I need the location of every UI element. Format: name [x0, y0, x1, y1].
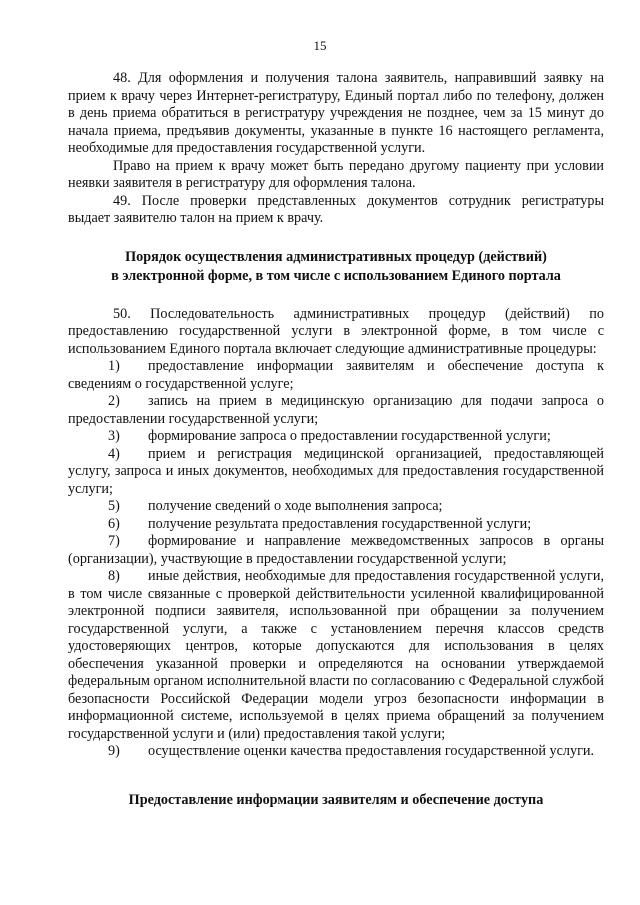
- bottom-heading: Предоставление информации заявителям и обеспечение доступа: [128, 791, 544, 808]
- list-item-number: 5): [108, 498, 120, 514]
- list-item-text: получение сведений о ходе выполнения запроса;: [148, 498, 443, 514]
- paragraph-48: 48. Для оформления и получения талона заявитель, направивший заявку на прием к врачу через Интернет-регистратуру, Единый портал либо по телефону, должен в день приема обратиться в регистратуру учреждения не позднее, чем за 15 минут до начала приема, предъявив документы, указанные в пункте 16 настоящего регламента, необходимые для предоставления государственной услуги.: [68, 70, 604, 156]
- list-item: [68, 533, 604, 568]
- procedures-list: [68, 358, 604, 761]
- document-body: [68, 70, 604, 810]
- list-item-number: 7): [108, 533, 120, 549]
- list-item-number: 8): [108, 568, 120, 584]
- list-item: [68, 446, 604, 499]
- list-item-text: предоставление информации заявителям и обеспечение доступа к сведениям о государственной услуге;: [68, 358, 604, 392]
- list-item-text: осуществление оценки качества предоставления государственной услуги.: [148, 743, 595, 759]
- section-heading-line-2: в электронной форме, в том числе с использованием Единого портала: [111, 267, 561, 284]
- list-item-number: 4): [108, 445, 120, 462]
- list-item: [68, 428, 604, 446]
- paragraph-transfer-right: Право на прием к врачу может быть передано другому пациенту при условии неявки заявителя в регистратуру для оформления талона.: [68, 157, 604, 191]
- list-item-number: 3): [108, 428, 120, 444]
- list-item-text: запись на прием в медицинскую организацию для подачи запроса о предоставлении государственной услуги;: [68, 393, 604, 427]
- list-item-text: получение результата предоставления государственной услуги;: [148, 515, 532, 532]
- list-item-number: 6): [108, 515, 120, 532]
- list-item: [68, 743, 604, 761]
- paragraph-49: 49. После проверки представленных документов сотрудник регистратуры выдает заявителю талон на прием к врачу.: [68, 192, 604, 226]
- list-item-text: формирование запроса о предоставлении государственной услуги;: [148, 428, 551, 444]
- paragraph-50: 50. Последовательность административных процедур (действий) по предоставлению государственной услуги в электронной форме, в том числе с использованием Единого портала включает следующие административные процедуры:: [68, 305, 604, 357]
- list-item: [68, 358, 604, 393]
- list-item-number: 2): [108, 393, 120, 409]
- list-item-text: формирование и направление межведомственных запросов в органы (организации), участвующие в предоставлении государственной услуги;: [68, 533, 604, 567]
- page-number: 15: [313, 38, 327, 53]
- section-heading: [68, 248, 604, 286]
- list-item-number: 1): [108, 358, 120, 374]
- list-item-text: прием и регистрация медицинской организацией, предоставляющей услугу, запроса и иных документов, необходимых для предоставления государственной услуги;: [68, 445, 604, 497]
- list-item: [68, 498, 604, 516]
- list-item-text: иные действия, необходимые для предоставления государственной услуги, в том числе связанные с проверкой действительности усиленной квалифицированной электронной подписи заявителя, использованной при обращении за получением государственной услуги, а также с установлением перечня классов средств удостоверяющих центров, которые допускаются для использования в целях обеспечения указанной проверки и определяются на основании утверждаемой федеральным органом исполнительной власти по согласованию с Федеральной службой безопасности Российской Федерации модели угроз безопасности информации в информационной системе, используемой в целях приема обращений за получением государственной услуги и (или) предоставления такой услуги;: [68, 568, 604, 742]
- section-heading-line-1: Порядок осуществления административных процедур (действий): [125, 248, 547, 265]
- list-item: [68, 516, 604, 534]
- list-item: [68, 393, 604, 428]
- list-item-number: 9): [108, 743, 120, 759]
- list-item: [68, 568, 604, 743]
